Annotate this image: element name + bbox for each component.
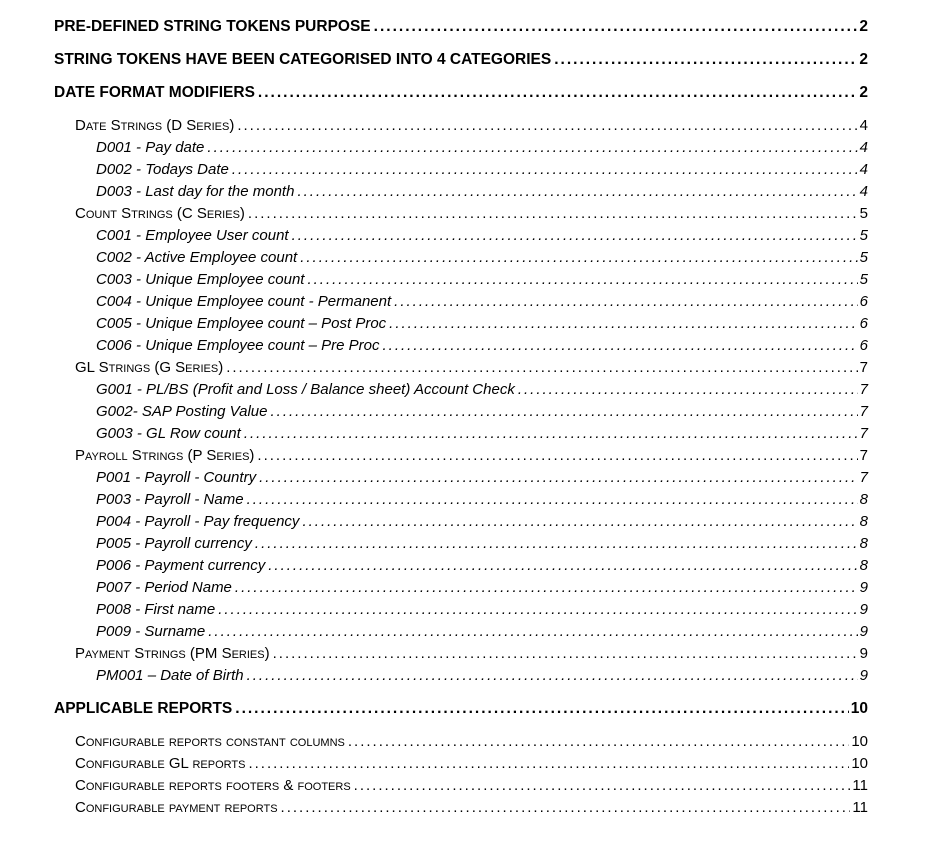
toc-entry[interactable] [54,247,868,269]
toc-page-number: 6 [859,337,868,354]
toc-page-number: 6 [859,315,868,332]
dot-leader [255,533,858,555]
dot-leader [237,115,857,137]
toc-entry[interactable] [54,489,868,511]
toc-entry[interactable] [54,379,868,401]
dot-leader [235,698,848,720]
toc-entry[interactable] [54,698,868,720]
toc-entry[interactable] [54,775,868,797]
toc-entry-label: P008 - First name [96,601,216,618]
toc-entry-label: C004 - Unique Employee count - Permanent [96,293,392,310]
toc-page-number: 7 [859,381,868,398]
dot-leader [281,797,851,819]
dot-leader [292,225,858,247]
toc-entry[interactable] [54,181,868,203]
dot-leader [382,335,857,357]
dot-leader [235,577,858,599]
toc-entry[interactable] [54,225,868,247]
dot-leader [302,511,857,533]
toc-entry-label: C002 - Active Employee count [96,249,298,266]
toc-page-number: 9 [859,579,868,596]
toc-entry-label: D003 - Last day for the month [96,183,295,200]
toc-page-number: 5 [859,205,868,222]
toc-page-number: 9 [859,623,868,640]
toc-entry-label: GL Strings (G Series) [75,359,224,376]
toc-page-number: 7 [859,425,868,442]
toc-entry[interactable] [54,269,868,291]
toc-entry-label: Date Strings (D Series) [75,117,235,134]
dot-leader [300,247,857,269]
toc-page-number: 7 [859,359,868,376]
dot-leader [374,16,858,38]
toc-entry[interactable] [54,203,868,225]
dot-leader [257,445,857,467]
toc-entry[interactable] [54,115,868,137]
dot-leader [208,621,857,643]
toc-entry-label: D002 - Todays Date [96,161,229,178]
toc-page-number: 10 [851,733,868,750]
toc-entry[interactable] [54,357,868,379]
toc-entry-label: C003 - Unique Employee count [96,271,305,288]
dot-leader [271,401,858,423]
toc-entry[interactable] [54,291,868,313]
toc-page-number: 9 [859,667,868,684]
toc-entry[interactable] [54,577,868,599]
toc-entry[interactable] [54,643,868,665]
toc-page-number: 10 [850,700,868,717]
toc-page-number: 7 [859,469,868,486]
dot-leader [247,489,858,511]
dot-leader [307,269,857,291]
toc-entry-label: APPLICABLE REPORTS [54,700,233,717]
dot-leader [248,753,849,775]
dot-leader [226,357,857,379]
toc-entry[interactable] [54,423,868,445]
toc-entry[interactable] [54,335,868,357]
toc-entry[interactable] [54,16,868,38]
toc-entry[interactable] [54,533,868,555]
dot-leader [247,665,858,687]
toc-entry-label: Configurable reports footers & footers [75,777,351,794]
dot-leader [218,599,857,621]
toc-page-number: 7 [859,447,868,464]
toc-page-number: 5 [859,249,868,266]
dot-leader [207,137,857,159]
dot-leader [394,291,857,313]
toc-entry[interactable] [54,753,868,775]
toc-entry-label: G001 - PL/BS (Profit and Loss / Balance sheet) Account Check [96,381,515,398]
toc-entry[interactable] [54,159,868,181]
toc-page-number: 11 [852,799,868,816]
dot-leader [518,379,858,401]
toc-entry[interactable] [54,731,868,753]
toc-entry[interactable] [54,511,868,533]
toc-entry-label: Configurable payment reports [75,799,278,816]
dot-leader [348,731,849,753]
toc-entry[interactable] [54,445,868,467]
toc-page-number: 5 [859,271,868,288]
toc-page-number: 6 [859,293,868,310]
toc-entry-label: G002- SAP Posting Value [96,403,268,420]
toc-entry-label: C005 - Unique Employee count – Post Proc [96,315,387,332]
toc-page-number: 8 [859,513,868,530]
dot-leader [232,159,858,181]
toc-page-number: 4 [859,139,868,156]
toc-entry-label: P006 - Payment currency [96,557,266,574]
toc-entry-label: C006 - Unique Employee count – Pre Proc [96,337,380,354]
dot-leader [354,775,851,797]
toc-page-number: 7 [859,403,868,420]
toc-page-number: 2 [859,51,868,68]
toc-entry[interactable] [54,49,868,71]
toc-entry[interactable] [54,621,868,643]
dot-leader [268,555,857,577]
toc-page-number: 10 [851,755,868,772]
dot-leader [248,203,858,225]
toc-entry-label: Payroll Strings (P Series) [75,447,255,464]
toc-page-number: 5 [859,227,868,244]
toc-entry[interactable] [54,137,868,159]
toc-page-number: 9 [859,601,868,618]
toc-entry[interactable] [54,467,868,489]
dot-leader [554,49,857,71]
toc-entry-label: C001 - Employee User count [96,227,289,244]
toc-page-number: 9 [859,645,868,662]
toc-entry-label: Configurable GL reports [75,755,246,772]
toc-page-number: 2 [859,84,868,101]
toc-page-number: 8 [859,557,868,574]
toc-entry-label: P003 - Payroll - Name [96,491,244,508]
toc-entry-label: Configurable reports constant columns [75,733,345,750]
toc-entry-label: G003 - GL Row count [96,425,241,442]
toc-page-number: 4 [859,117,868,134]
toc-entry-label: P001 - Payroll - Country [96,469,257,486]
toc-entry[interactable] [54,82,868,104]
toc-entry-label: P009 - Surname [96,623,206,640]
toc-page-number: 11 [852,777,868,794]
dot-leader [297,181,857,203]
toc-entry-label: P004 - Payroll - Pay frequency [96,513,300,530]
toc-entry[interactable] [54,555,868,577]
toc-entry-label: PM001 – Date of Birth [96,667,244,684]
toc-entry-label: PRE-DEFINED STRING TOKENS PURPOSE [54,18,371,35]
toc-entry[interactable] [54,599,868,621]
toc-entry[interactable] [54,797,868,819]
toc-page-number: 2 [859,18,868,35]
toc-page-number: 4 [859,183,868,200]
toc-entry-label: Count Strings (C Series) [75,205,245,222]
toc-page-number: 8 [859,535,868,552]
dot-leader [258,82,857,104]
toc-entry-label: Payment Strings (PM Series) [75,645,270,662]
dot-leader [273,643,858,665]
toc-entry-label: P007 - Period Name [96,579,232,596]
toc-page-number: 4 [859,161,868,178]
toc-entry-label: DATE FORMAT MODIFIERS [54,84,255,101]
toc-entry-label: D001 - Pay date [96,139,205,156]
toc-entry-label: STRING TOKENS HAVE BEEN CATEGORISED INTO 4 CATEGORIES [54,51,552,68]
toc-entry-label: P005 - Payroll currency [96,535,252,552]
dot-leader [244,423,858,445]
dot-leader [389,313,858,335]
toc-entry[interactable] [54,313,868,335]
toc-entry[interactable] [54,665,868,687]
toc-entry[interactable] [54,401,868,423]
dot-leader [259,467,858,489]
toc-page-number: 8 [859,491,868,508]
